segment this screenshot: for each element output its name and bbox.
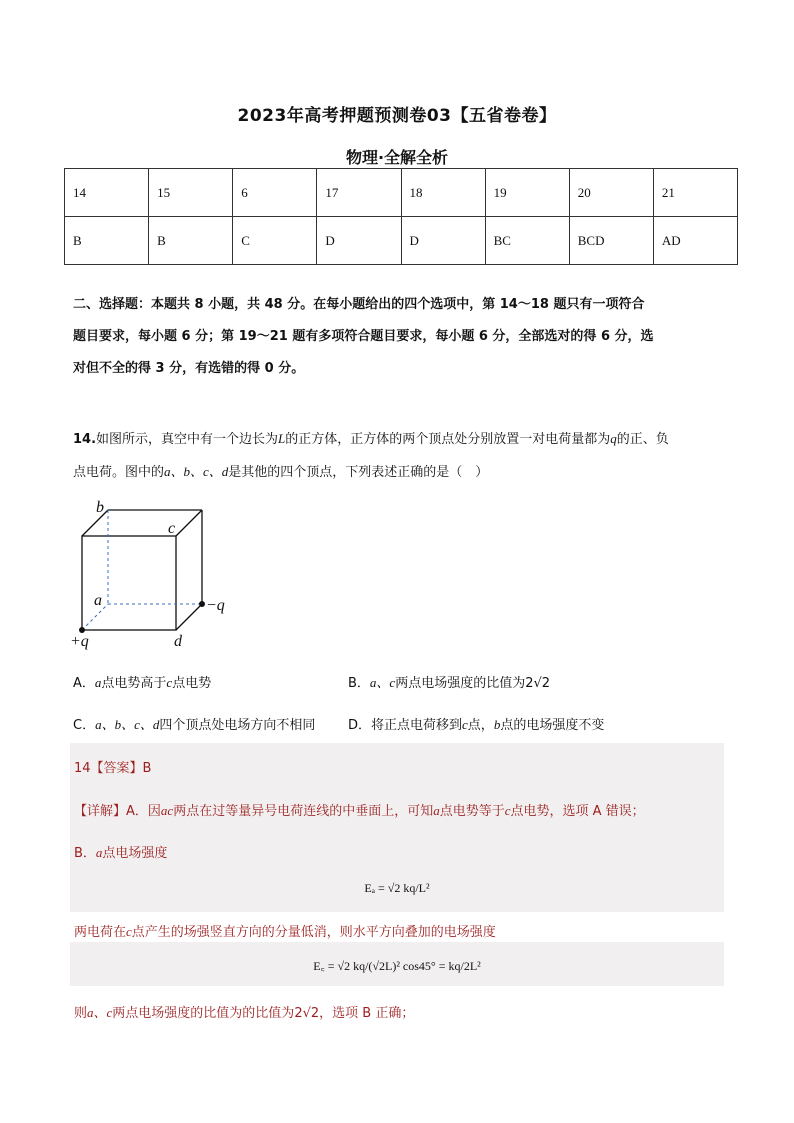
label-minus-q: −q <box>206 597 225 614</box>
label-plus-q: +q <box>70 633 89 650</box>
detail-text: 点产生的场强竖直方向的分量低消，则水平方向叠加的电场强度 <box>131 925 496 940</box>
answer-heading: 14【答案】B <box>74 761 152 776</box>
question-text: 点电荷。图中的 <box>73 465 165 480</box>
section-instructions <box>73 289 723 385</box>
question-line-1 <box>73 423 723 456</box>
table-cell: C <box>233 217 317 265</box>
option-text: 点电势高于 <box>101 676 167 691</box>
detail-var: c <box>126 924 132 939</box>
label-a: a <box>94 592 102 609</box>
option-a <box>73 672 211 691</box>
option-var: b <box>493 717 501 732</box>
question-text: 如图所示，真空中有一个边长为 <box>96 432 279 447</box>
option-value: 2√2 <box>525 676 551 691</box>
option-c <box>73 714 315 733</box>
detail-line-ratio <box>74 1002 414 1021</box>
question-number: 14. <box>73 432 97 447</box>
option-text: 四个顶点处电场方向不相同 <box>159 718 316 733</box>
page-subtitle: 物理·全解全析 <box>345 148 449 167</box>
option-text: 点， <box>467 718 494 733</box>
cube-figure <box>62 493 242 655</box>
option-text: A． <box>73 676 95 691</box>
var-L: L <box>278 431 286 446</box>
question-text: 是其他的四个顶点，下列表述正确的是（ ） <box>228 465 489 480</box>
detail-line-a <box>74 800 645 819</box>
option-text: C． <box>73 718 96 733</box>
section-line: 题目要求，每小题 6 分；第 19～21 题有多项符合题目要求，每小题 6 分，全部选对的得 6 分，选 <box>73 329 654 344</box>
formula-ea: Eₐ = √2 kq/L² <box>364 881 430 895</box>
detail-text: 点电场强度 <box>102 846 168 861</box>
table-cell: 6 <box>233 169 317 217</box>
question-number-row <box>65 169 738 217</box>
detail-var: a <box>433 803 440 818</box>
table-cell: 15 <box>149 169 233 217</box>
table-cell: BC <box>485 217 569 265</box>
table-cell: BCD <box>569 217 653 265</box>
table-cell: 14 <box>65 169 149 217</box>
detail-text: A．因 <box>126 804 161 819</box>
question-line-2 <box>73 456 723 489</box>
label-c: c <box>168 520 176 537</box>
cube-edge <box>176 604 202 630</box>
answer-table <box>64 168 738 265</box>
table-cell: AD <box>653 217 737 265</box>
table-cell: 20 <box>569 169 653 217</box>
detail-text: 两电荷在 <box>74 925 127 940</box>
table-cell: 18 <box>401 169 485 217</box>
table-cell: 19 <box>485 169 569 217</box>
option-var: c <box>166 675 173 690</box>
section-line: 对但不全的得 3 分，有选错的得 0 分。 <box>73 361 305 376</box>
vars-abcd: a、b、c、d <box>164 464 229 479</box>
detail-value: 2√2 <box>294 1006 320 1021</box>
table-cell: B <box>149 217 233 265</box>
table-cell: D <box>401 217 485 265</box>
detail-var: c <box>504 803 511 818</box>
detail-text: 两点电场强度的比值为的比值为 <box>112 1006 295 1021</box>
question-text: 的正方体，正方体的两个顶点处分别放置一对电荷量都为 <box>285 432 611 447</box>
detail-var: a <box>95 845 103 860</box>
option-var: a、b、c、d <box>95 717 160 732</box>
detail-text: 点电势，选项 A 错误； <box>510 804 645 819</box>
detail-text: 两点在过等量异号电荷连线的中垂面上，可知 <box>173 804 434 819</box>
detail-text: ，选项 B 正确； <box>319 1006 415 1021</box>
detail-tag: 【详解】 <box>74 804 127 819</box>
negative-charge-dot <box>199 601 205 607</box>
detail-text: 点电势等于 <box>439 804 505 819</box>
table-cell: 17 <box>317 169 401 217</box>
option-var: a <box>94 675 102 690</box>
option-text: 点电势 <box>172 676 212 691</box>
option-text: 两点电场强度的比值为 <box>395 676 526 691</box>
section-line: 二、选择题：本题共 8 小题，共 48 分。在每小题给出的四个选项中，第 14～18 题只有一项符合 <box>73 297 645 312</box>
answer-explanation <box>70 743 724 1023</box>
option-text: 点的电场强度不变 <box>500 718 605 733</box>
option-text: B． <box>348 676 370 691</box>
table-cell: 21 <box>653 169 737 217</box>
option-d <box>348 714 604 733</box>
detail-var: a、c <box>87 1005 113 1020</box>
option-var: c <box>462 717 468 732</box>
answer-row <box>65 217 738 265</box>
label-d: d <box>174 633 182 650</box>
detail-var: ac <box>160 803 174 818</box>
detail-text: 则 <box>74 1006 88 1021</box>
var-q: q <box>610 431 617 446</box>
label-b: b <box>96 499 104 516</box>
option-text: D．将正点电荷移到 <box>348 718 463 733</box>
formula-ec: E꜀ = √2 kq/(√2L)² cos45° = kq/2L² <box>313 959 481 973</box>
detail-line-b <box>74 842 167 861</box>
table-cell: D <box>317 217 401 265</box>
option-var: a、c <box>369 675 396 690</box>
page-title: 2023年高考押题预测卷03【五省卷卷】 <box>237 106 557 126</box>
option-b <box>348 672 550 691</box>
cube-edge <box>82 510 108 536</box>
detail-line-c <box>74 921 496 940</box>
table-cell: B <box>65 217 149 265</box>
detail-text: B． <box>74 846 96 861</box>
question-14 <box>73 423 723 489</box>
question-text: 的正、负 <box>616 432 669 447</box>
cube-edge <box>176 510 202 536</box>
